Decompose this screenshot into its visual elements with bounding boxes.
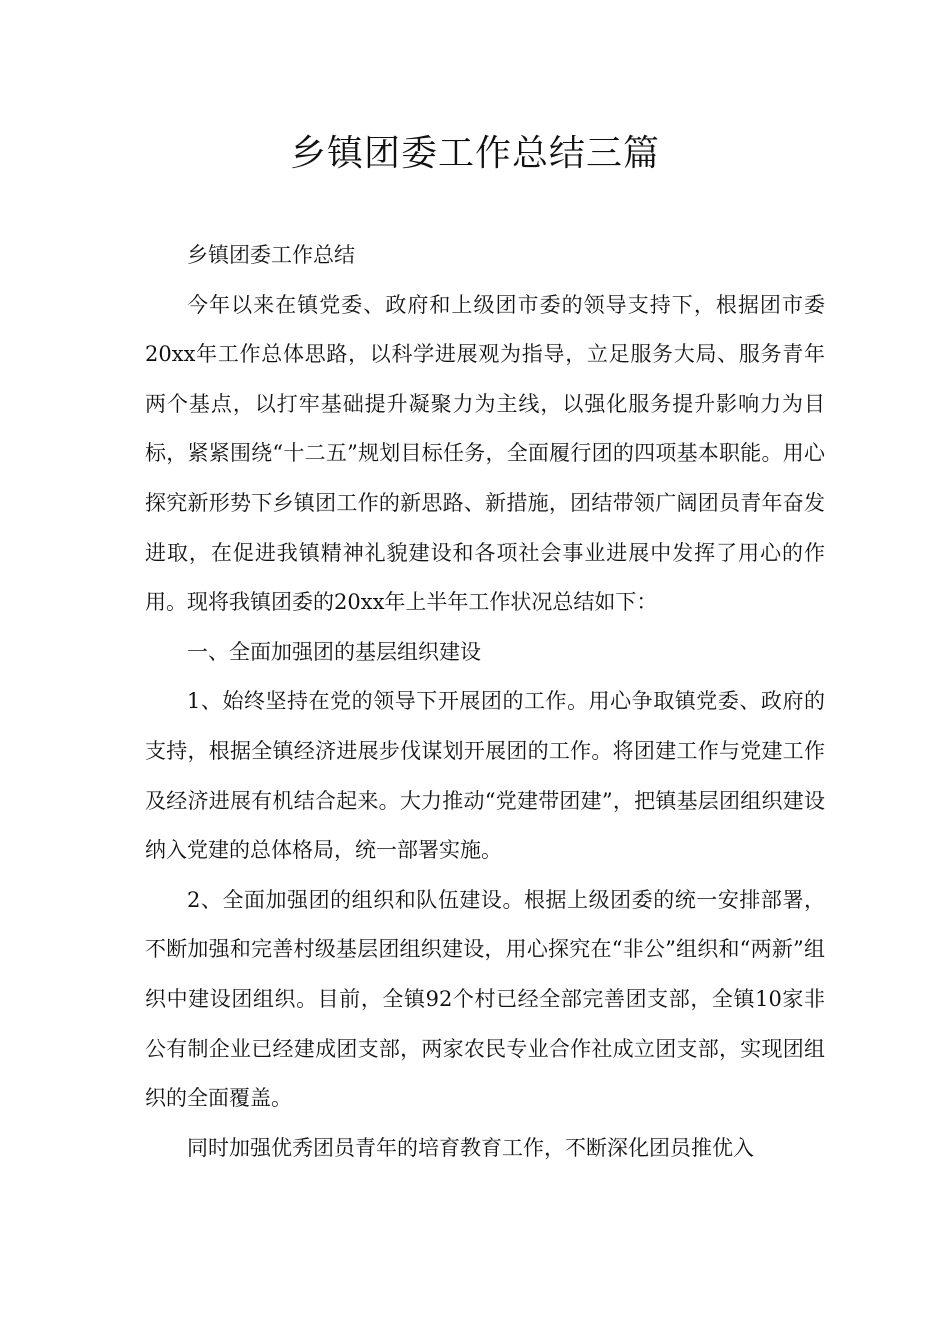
paragraph-intro: 今年以来在镇党委、政府和上级团市委的领导支持下，根据团市委20xx年工作总体思路，以科学进展观为指导，立足服务大局、服务青年两个基点，以打牢基础提升凝聚力为主线，以强化服务提升影响力为目标，紧紧围绕“十二五”规划目标任务，全面履行团的四项基本职能。用心探究新形势下乡镇团工作的新思路、新措施，团结带领广阔团员青年奋发进取，在促进我镇精神礼貌建设和各项社会事业进展中发挥了用心的作用。现将我镇团委的20xx年上半年工作状况总结如下：	[145, 292, 825, 615]
section-heading-one: 一、全面加强团的基层组织建设	[187, 639, 481, 664]
paragraph-continuation: 同时加强优秀团员青年的培育教育工作，不断深化团员推优入	[187, 1135, 754, 1160]
section-heading: 乡镇团委工作总结	[187, 243, 355, 267]
paragraph-item-2: 2、全面加强团的组织和队伍建设。根据上级团委的统一安排部署，不断加强和完善村级基层团组织建设，用心探究在“非公”组织和“两新”组织中建设团组织。目前，全镇92个村已经全部完善团支部，全镇10家非公有制企业已经建成团支部，两家农民专业合作社成立团支部，实现团组织的全面覆盖。	[145, 887, 825, 1111]
document-body	[145, 231, 825, 1173]
document-title: 乡镇团委工作总结三篇	[289, 133, 660, 174]
paragraph-item-1: 1、始终坚持在党的领导下开展团的工作。用心争取镇党委、政府的支持，根据全镇经济进展步伐谋划开展团的工作。将团建工作与党建工作及经济进展有机结合起来。大力推动“党建带团建”，把镇基层团组织建设纳入党建的总体格局，统一部署实施。	[145, 689, 825, 863]
